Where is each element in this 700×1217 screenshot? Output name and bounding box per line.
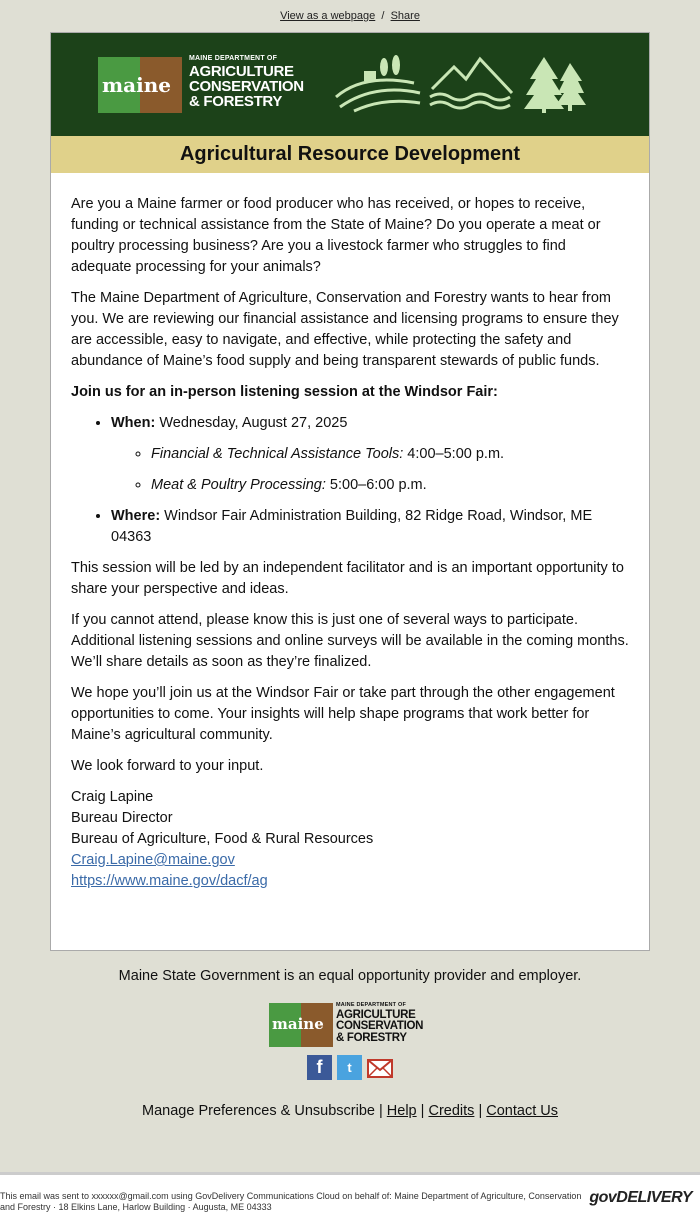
email-card [50, 32, 650, 951]
social-links [307, 1055, 397, 1081]
session-meat-item: ◦ Meat & Poultry Processing: 5:00–6:00 p.m. [151, 475, 629, 496]
banner-icons [334, 53, 594, 113]
logo-text: MAINE DEPARTMENT OF AGRICULTURE CONSERVATION & FORESTRY [189, 55, 304, 110]
govdelivery-logo[interactable]: govDELIVERY [589, 1189, 692, 1206]
email-icon[interactable] [367, 1055, 393, 1080]
farm-hills-icon [336, 55, 420, 111]
logo-word: maine [102, 73, 171, 97]
help-link[interactable]: Help [386, 1103, 417, 1119]
when-item: • When: Wednesday, August 27, 2025 ◦ Financial & Technical Assistance Tools: 4:00–5:00 p.m. ◦ Meat & Poultry Processing: 5:00–6:00 p.m. [111, 413, 629, 496]
session-details-list [111, 413, 629, 548]
twitter-icon[interactable]: t [337, 1055, 362, 1080]
top-links [0, 10, 700, 22]
logo-mark [98, 57, 182, 113]
session-times-list [151, 444, 629, 496]
alternatives-paragraph: If you cannot attend, please know this is just one of several ways to participate. Additional listening sessions and online surveys will be available in the coming months. We’ll share details as soon as they’re finalized. [71, 612, 629, 670]
intro-paragraph: Are you a Maine farmer or food producer who has received, or hopes to receive, funding or technical assistance from the State of Maine? Do you operate a meat or poultry processing business? Are you a livestock farmer who struggles to find adequate processing for your animals? [71, 196, 601, 275]
signer-title: Bureau Director [71, 810, 173, 826]
view-as-webpage-link[interactable]: View as a webpage [280, 10, 376, 22]
footer-links: Manage Preferences & Unsubscribe | Help | Credits | Contact Us [142, 1103, 558, 1119]
footer-dacf-logo[interactable] [269, 1003, 434, 1047]
session-financial-item: ◦ Financial & Technical Assistance Tools: 4:00–5:00 p.m. [151, 444, 629, 465]
sent-to-notice: This email was sent to xxxxxx@gmail.com using GovDelivery Communications Cloud on behalf of: Maine Department of Agriculture, Conservation and Forestry · 18 Elkins Lane, Harlow Building · Augusta, ME 04333 [0, 1191, 582, 1212]
header-banner [51, 33, 649, 136]
footer-logo-text: MAINE DEPARTMENT OF AGRICULTURE CONSERVATION & FORESTRY [336, 1002, 424, 1044]
share-link[interactable]: Share [390, 10, 420, 22]
delivery-footer [0, 1172, 700, 1217]
signer-name: Craig Lapine [71, 789, 154, 805]
facebook-icon[interactable]: f [307, 1055, 332, 1080]
footer-logo-mark: maine [269, 1003, 333, 1047]
manage-preferences-link[interactable]: Manage Preferences & Unsubscribe [142, 1103, 375, 1119]
closing-paragraph: We look forward to your input. [71, 758, 264, 774]
email-body [51, 173, 649, 892]
join-heading: Join us for an in-person listening session at the Windsor Fair: [71, 384, 498, 400]
signer-url-link[interactable]: https://www.maine.gov/dacf/ag [71, 873, 268, 889]
credits-link[interactable]: Credits [428, 1103, 475, 1119]
signer-email-link[interactable]: Craig.Lapine@maine.gov [71, 852, 235, 868]
facilitator-paragraph: This session will be led by an independent facilitator and is an important opportunity to share your perspective and ideas. [71, 560, 624, 597]
mountains-waves-icon [430, 59, 512, 108]
where-item: • Where: Windsor Fair Administration Building, 82 Ridge Road, Windsor, ME 04363 [111, 506, 629, 548]
purpose-paragraph: The Maine Department of Agriculture, Conservation and Forestry wants to hear from you. We are reviewing our financial assistance and licensing programs to ensure they are accessible, easy to navigate, and effective, while protecting the safety and abundance of Maine’s food supply and being transparent stewards of public funds. [71, 290, 619, 369]
signature-block [71, 787, 629, 892]
signer-bureau: Bureau of Agriculture, Food & Rural Resources [71, 831, 374, 847]
section-title: Agricultural Resource Development [51, 136, 649, 173]
pine-trees-icon [524, 57, 586, 113]
contact-us-link[interactable]: Contact Us [486, 1103, 558, 1119]
equal-opportunity-statement: Maine State Government is an equal opportunity provider and employer. [118, 968, 582, 984]
top-separator: / [381, 10, 385, 22]
invite-paragraph: We hope you’ll join us at the Windsor Fair or take part through the other engagement opportunities to come. Your insights will help shape programs that work better for Maine’s agricultural community. [71, 685, 615, 743]
dacf-logo[interactable] [98, 55, 313, 117]
